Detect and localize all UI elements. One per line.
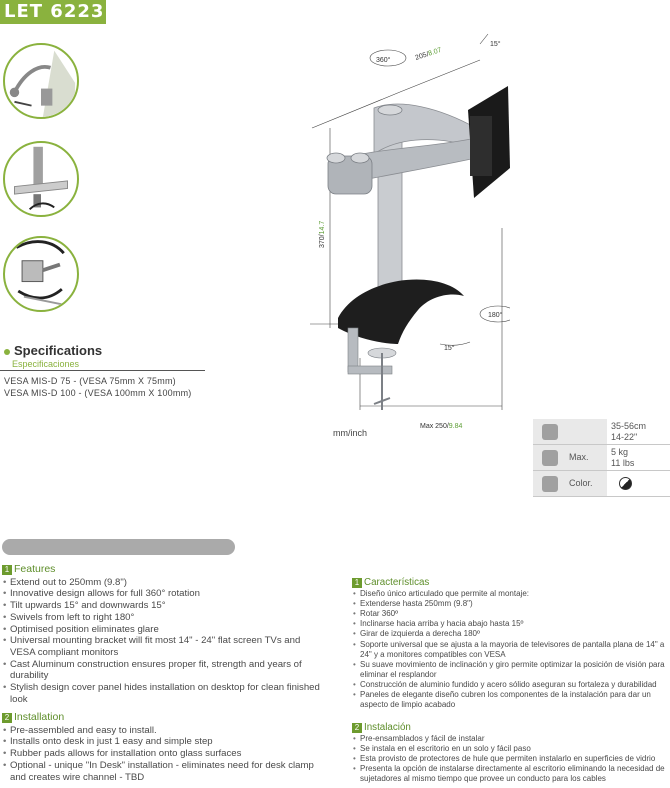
height-inch: 14.7 bbox=[319, 220, 326, 235]
desk-clamp bbox=[348, 328, 358, 372]
product-title: LET 6223 bbox=[0, 0, 106, 24]
instalacion-heading bbox=[352, 723, 668, 733]
spec-row-color bbox=[533, 471, 670, 497]
screen-size-icon bbox=[542, 424, 558, 440]
specifications-title: Specifications bbox=[14, 343, 103, 358]
height-label bbox=[319, 221, 326, 248]
reach-inch: 8.07 bbox=[427, 46, 443, 58]
list-item: • Swivels from left to right 180° bbox=[2, 612, 320, 624]
instalacion-section bbox=[352, 723, 668, 785]
unit-label: mm/inch bbox=[333, 428, 368, 438]
section-number: 1 bbox=[352, 578, 362, 588]
list-item: • Rubber pads allows for installation onto glass surfaces bbox=[2, 748, 320, 760]
list-item: • Cast Aluminum construction ensures proper fit, strength and years of durability bbox=[2, 659, 320, 682]
color-icon bbox=[542, 476, 558, 492]
specifications-heading bbox=[4, 343, 102, 358]
installation-list bbox=[2, 725, 320, 784]
list-item: • Esta provisto de protectores de hule que permiten instalarlo en superficies de vidrio bbox=[352, 754, 668, 764]
list-item: • Presenta la opción de instalarse directamente al escritorio eliminando la necesidad de sujetadores al mismo tiempo que provee un conducto para los cables bbox=[352, 764, 668, 784]
max-inch: 9.84 bbox=[448, 423, 463, 430]
list-item: • Diseño único articulado que permite al montaje: bbox=[352, 589, 668, 599]
divider bbox=[0, 370, 205, 371]
height-mm: 370/ bbox=[319, 234, 326, 248]
bullet-dot bbox=[4, 349, 10, 355]
tilt-label: 15° bbox=[490, 41, 501, 48]
list-item: • Construcción de aluminio fundido y acero sólido aseguran su fortaleza y durabilidad bbox=[352, 680, 668, 690]
spec-table bbox=[533, 419, 670, 497]
list-item: • Rotar 360º bbox=[352, 609, 668, 619]
list-item: • Tilt upwards 15° and downwards 15° bbox=[2, 600, 320, 612]
installation-heading bbox=[2, 712, 320, 724]
list-item: • Extend out to 250mm (9.8") bbox=[2, 577, 320, 589]
list-item: • Paneles de elegante diseño cubren los componentes de la instalación para dar un aspecto de limpio acabado bbox=[352, 690, 668, 710]
color-swatch bbox=[619, 477, 632, 490]
weight-lbs: 11 lbs bbox=[611, 458, 635, 468]
installation-title: Installation bbox=[14, 711, 65, 723]
caracteristicas-section bbox=[352, 578, 668, 710]
list-item: • Inclinarse hacia arriba y hacia abajo hasta 15º bbox=[352, 619, 668, 629]
features-heading bbox=[2, 564, 320, 576]
color-label: Color. bbox=[567, 471, 607, 496]
section-divider-bar bbox=[2, 539, 235, 555]
reach-label bbox=[414, 47, 442, 62]
product-technical-drawing bbox=[290, 28, 510, 448]
list-item: • Pre-ensamblados y fácil de instalar bbox=[352, 734, 668, 744]
features-title: Features bbox=[14, 563, 56, 575]
instalacion-title: Instalación bbox=[364, 722, 411, 733]
screen-size-in: 14-22" bbox=[611, 432, 638, 442]
rotation-tilt-icon bbox=[3, 236, 79, 312]
list-item: • Extenderse hasta 250mm (9.8") bbox=[352, 599, 668, 609]
desk-clamp-icon bbox=[3, 141, 79, 217]
reach-mm: 205/ bbox=[414, 51, 430, 62]
max-label: Max. bbox=[567, 445, 607, 470]
list-item: • Universal mounting bracket will fit most 14" - 24" flat screen TVs and VESA compliant monitors bbox=[2, 635, 320, 658]
weight-icon bbox=[542, 450, 558, 466]
features-list bbox=[2, 577, 320, 706]
articulated-arm-icon bbox=[3, 43, 79, 119]
max-mm: Max 250/ bbox=[420, 423, 449, 430]
list-item: • Se instala en el escritorio en un solo y fácil paso bbox=[352, 744, 668, 754]
weight-kg: 5 kg bbox=[611, 447, 629, 457]
section-number: 2 bbox=[2, 713, 12, 723]
caracteristicas-heading bbox=[352, 578, 668, 588]
instalacion-list bbox=[352, 734, 668, 784]
spec-row-screen bbox=[533, 419, 670, 445]
list-item: • Su suave movimiento de inclinación y giro permite optimizar la posición de visión para eliminar el resplandor bbox=[352, 660, 668, 680]
rotation-base-label: 180° bbox=[488, 312, 503, 319]
features-section bbox=[2, 564, 320, 705]
list-item: • Innovative design allows for full 360° rotation bbox=[2, 588, 320, 600]
installation-section bbox=[2, 712, 320, 783]
list-item: • Soporte universal que se ajusta a la mayoria de televisores de pantalla plana de 14" a 24" y a monitores compatibles con VESA bbox=[352, 640, 668, 660]
list-item: • Stylish design cover panel hides installation on desktop for clean finished look bbox=[2, 682, 320, 705]
section-number: 2 bbox=[352, 723, 362, 733]
caracteristicas-title: Características bbox=[364, 577, 430, 588]
swivel-label: 15° bbox=[444, 345, 455, 352]
list-item: • Girar de izquierda a derecha 180º bbox=[352, 629, 668, 639]
list-item: • Pre-assembled and easy to install. bbox=[2, 725, 320, 737]
list-item: • Optional - unique "In Desk" installation - eliminates need for desk clamp and creates wire channel - TBD bbox=[2, 760, 320, 783]
screen-size-cm: 35-56cm bbox=[611, 421, 647, 431]
specifications-subtitle: Especificaciones bbox=[12, 359, 80, 369]
spec-row-weight bbox=[533, 445, 670, 471]
rotation-top-label: 360° bbox=[376, 57, 391, 64]
list-item: • Installs onto desk in just 1 easy and simple step bbox=[2, 736, 320, 748]
list-item: • Optimised position eliminates glare bbox=[2, 624, 320, 636]
caracteristicas-list bbox=[352, 589, 668, 710]
section-number: 1 bbox=[2, 565, 12, 575]
vesa-spec-line: VESA MIS-D 75 - (VESA 75mm X 75mm) bbox=[4, 376, 176, 386]
vesa-spec-line: VESA MIS-D 100 - (VESA 100mm X 100mm) bbox=[4, 388, 192, 398]
max-reach-label bbox=[420, 423, 463, 430]
